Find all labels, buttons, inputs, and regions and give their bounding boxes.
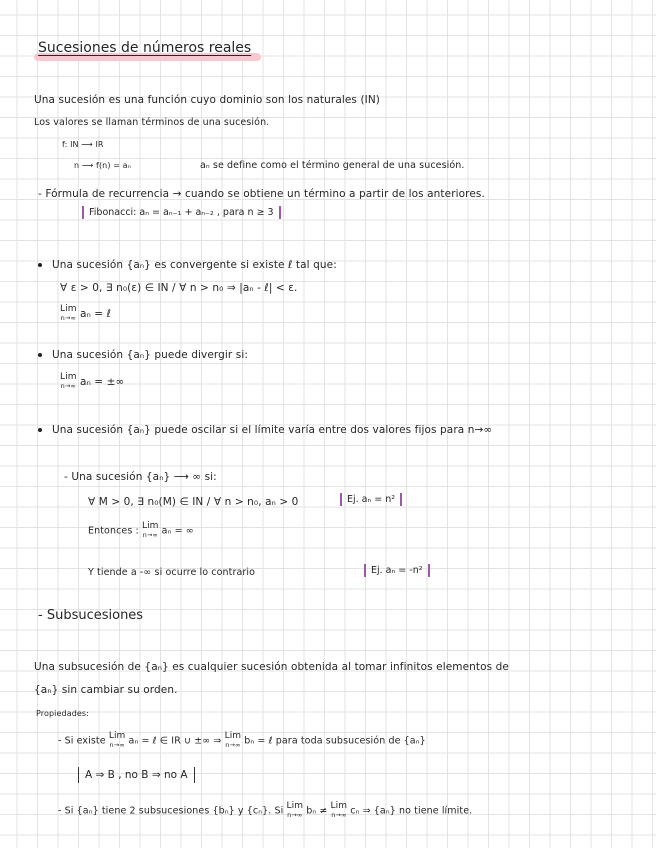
subsequences-line-2: {aₙ} sin cambiar su orden. [34, 684, 178, 696]
bullet [38, 353, 42, 357]
bullet [38, 263, 42, 267]
properties-label: Propiedades: [36, 709, 89, 718]
intro-line-2: Los valores se llaman términos de una sucesión. [34, 117, 270, 128]
recurrence-text: - Fórmula de recurrencia → cuando se obtiene un término a partir de los anteriores. [38, 188, 485, 200]
subsequences-heading: - Subsucesiones [38, 608, 144, 623]
tends-minus-inf-text: Y tiende a -∞ si ocurre lo contrario [88, 567, 256, 578]
fibonacci-example: Fibonacci: aₙ = aₙ₋₁ + aₙ₋₂ , para n ≥ 3 [82, 206, 281, 219]
tends-inf-definition: ∀ M > 0, ∃ n₀(M) ∈ IN / ∀ n > n₀, aₙ > 0 [88, 496, 299, 508]
page-title: Sucesiones de números reales [36, 40, 257, 58]
property-1: - Si existe Lim n→∞ aₙ = ℓ ∈ IR ∪ ±∞ ⇒ Lim n→∞ bₙ = ℓ para toda subsucesión de {aₙ} [58, 731, 426, 749]
mapping-line-1: f: IN ⟶ IR [62, 140, 104, 149]
bullet [38, 428, 42, 432]
oscillate-text: Una sucesión {aₙ} puede oscilar si el límite varía entre dos valores fijos para n→∞ [38, 424, 492, 436]
convergent-definition: ∀ ε > 0, ∃ n₀(ε) ∈ IN / ∀ n > n₀ ⇒ |aₙ - ℓ| < ε. [60, 282, 298, 294]
property-2: - Si {aₙ} tiene 2 subsucesiones {bₙ} y {cₙ}. Si Lim n→∞ bₙ ≠ Lim n→∞ cₙ ⇒ {aₙ} no tiene límite. [58, 801, 473, 819]
mapping-line-2: n ⟶ f(n) = aₙ [74, 161, 131, 170]
tends-inf-example: Ej. aₙ = n² [340, 493, 402, 506]
convergent-text: Una sucesión {aₙ} es convergente si existe ℓ tal que: [38, 259, 337, 271]
convergent-limit: Lim n→∞ aₙ = ℓ [60, 304, 112, 322]
intro-line-1: Una sucesión es una función cuyo dominio son los naturales (IN) [34, 94, 380, 106]
tends-minus-inf-example: Ej. aₙ = -n² [364, 564, 430, 577]
divergent-limit: Lim n→∞ aₙ = ±∞ [60, 372, 125, 390]
contrapositive-box: A ⇒ B , no B ⇒ no A [78, 767, 195, 783]
mapping-note: aₙ se define como el término general de una sucesión. [200, 160, 465, 171]
tends-inf-then: Entonces : Lim n→∞ aₙ = ∞ [88, 521, 194, 539]
subsequences-line-1: Una subsucesión de {aₙ} es cualquier sucesión obtenida al tomar infinitos elementos de [34, 661, 509, 673]
tends-inf-text: - Una sucesión {aₙ} ⟶ ∞ si: [64, 471, 217, 483]
divergent-text: Una sucesión {aₙ} puede divergir si: [38, 349, 248, 361]
